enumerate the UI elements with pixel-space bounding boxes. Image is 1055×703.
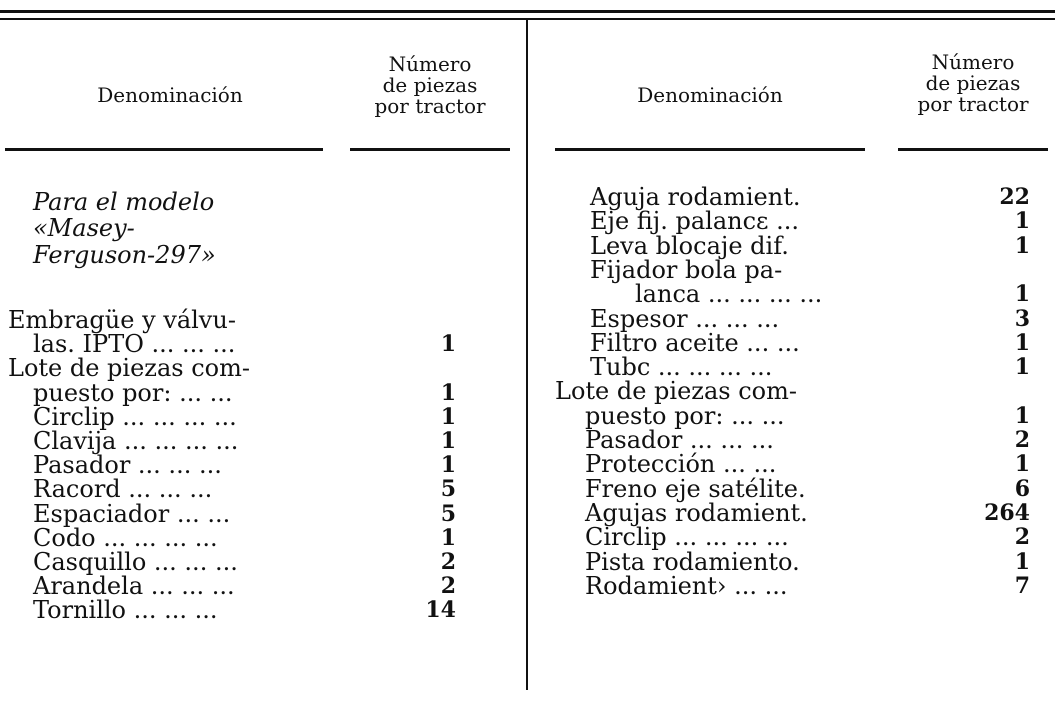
- list-item-text: puesto por: ... ...: [585, 401, 785, 430]
- list-item-text: Fijador bola pa-: [590, 255, 783, 284]
- piece-count: 5: [440, 476, 456, 503]
- left-name-underline: [5, 148, 323, 151]
- piece-count: 1: [440, 428, 456, 454]
- column-divider: [526, 20, 528, 690]
- right-count-underline: [898, 148, 1048, 151]
- list-item-text: puesto por: ... ...: [33, 378, 233, 407]
- list-item-text: Leva blocaje dif.: [590, 231, 789, 260]
- list-item-text: Aguja rodamient.: [590, 183, 801, 211]
- piece-count: 1: [440, 403, 456, 430]
- piece-count: 1: [440, 452, 456, 479]
- section-title-line-1: Para el modelo: [33, 188, 215, 216]
- piece-count: 1: [1014, 232, 1030, 259]
- piece-count: 1: [1014, 548, 1030, 575]
- left-count-underline: [350, 148, 510, 151]
- left-name-header: Denominación: [97, 83, 243, 107]
- list-item-text: Clavija ... ... ... ...: [33, 427, 239, 455]
- list-item-text: Racord ... ... ...: [33, 475, 213, 504]
- list-item-text: Espesor ... ... ...: [590, 304, 780, 333]
- list-item-text: Codo ... ... ... ...: [33, 523, 218, 552]
- piece-count: 2: [1014, 427, 1030, 453]
- right-count-header: Número de piezas por tractor: [917, 50, 1029, 116]
- piece-count: 1: [1014, 329, 1030, 356]
- piece-count: 2: [440, 573, 456, 600]
- list-item-text: Tornillo ... ... ...: [33, 596, 218, 625]
- section-title-line-2: «Masey-: [33, 214, 135, 242]
- piece-count: 1: [440, 379, 456, 406]
- list-item-text: Espaciador ... ...: [33, 499, 231, 528]
- list-item-text: Eje fij. palancε ...: [590, 207, 800, 236]
- piece-count: 5: [440, 500, 456, 527]
- left-count-header: Número de piezas por tractor: [374, 52, 486, 118]
- list-item-text: Pista rodamiento.: [585, 547, 800, 576]
- piece-count: 2: [1014, 524, 1030, 551]
- list-item-text: Lote de piezas com-: [8, 354, 250, 383]
- piece-count: 1: [1014, 208, 1030, 235]
- list-item-text: Protección ... ...: [585, 450, 777, 479]
- right-name-header: Denominación: [637, 83, 783, 107]
- piece-count: 1: [1014, 354, 1030, 381]
- list-item-text: Freno eje satélite.: [585, 474, 806, 503]
- list-item-text: las. IPTO ... ... ...: [33, 330, 236, 359]
- list-item-text: Tubc ... ... ... ...: [590, 353, 773, 382]
- list-item-text: Lote de piezas com-: [555, 377, 797, 406]
- list-item-text: Filtro aceite ... ...: [590, 328, 800, 357]
- list-item-text: Agujas rodamient.: [585, 498, 808, 527]
- list-item-text: Embragüe y válvu-: [8, 306, 236, 334]
- piece-count: 22: [999, 184, 1030, 210]
- piece-count: 6: [1014, 475, 1030, 502]
- list-item-text: Rodamient› ... ...: [585, 571, 788, 600]
- list-item-text: Circlip ... ... ... ...: [585, 523, 789, 552]
- list-item-text: Casquillo ... ... ...: [33, 548, 238, 576]
- top-rule-1: [0, 10, 1055, 13]
- list-item-text: lanca ... ... ... ...: [635, 280, 823, 309]
- right-name-underline: [555, 148, 865, 151]
- list-item-text: Pasador ... ... ...: [33, 451, 222, 480]
- piece-count: 1: [440, 524, 456, 551]
- piece-count: 1: [1014, 281, 1030, 308]
- list-item-text: Arandela ... ... ...: [33, 572, 235, 601]
- piece-count: 2: [440, 549, 456, 575]
- piece-count: 1: [1014, 402, 1030, 429]
- piece-count: 1: [440, 331, 456, 358]
- list-item-text: Pasador ... ... ...: [585, 426, 774, 454]
- piece-count: 7: [1014, 572, 1030, 599]
- list-item-text: Circlip ... ... ... ...: [33, 402, 237, 431]
- piece-count: 3: [1014, 305, 1030, 332]
- piece-count: 1: [1014, 451, 1030, 478]
- piece-count: 264: [984, 499, 1030, 526]
- piece-count: 14: [425, 597, 456, 624]
- section-title-line-3: Ferguson-297»: [33, 241, 216, 269]
